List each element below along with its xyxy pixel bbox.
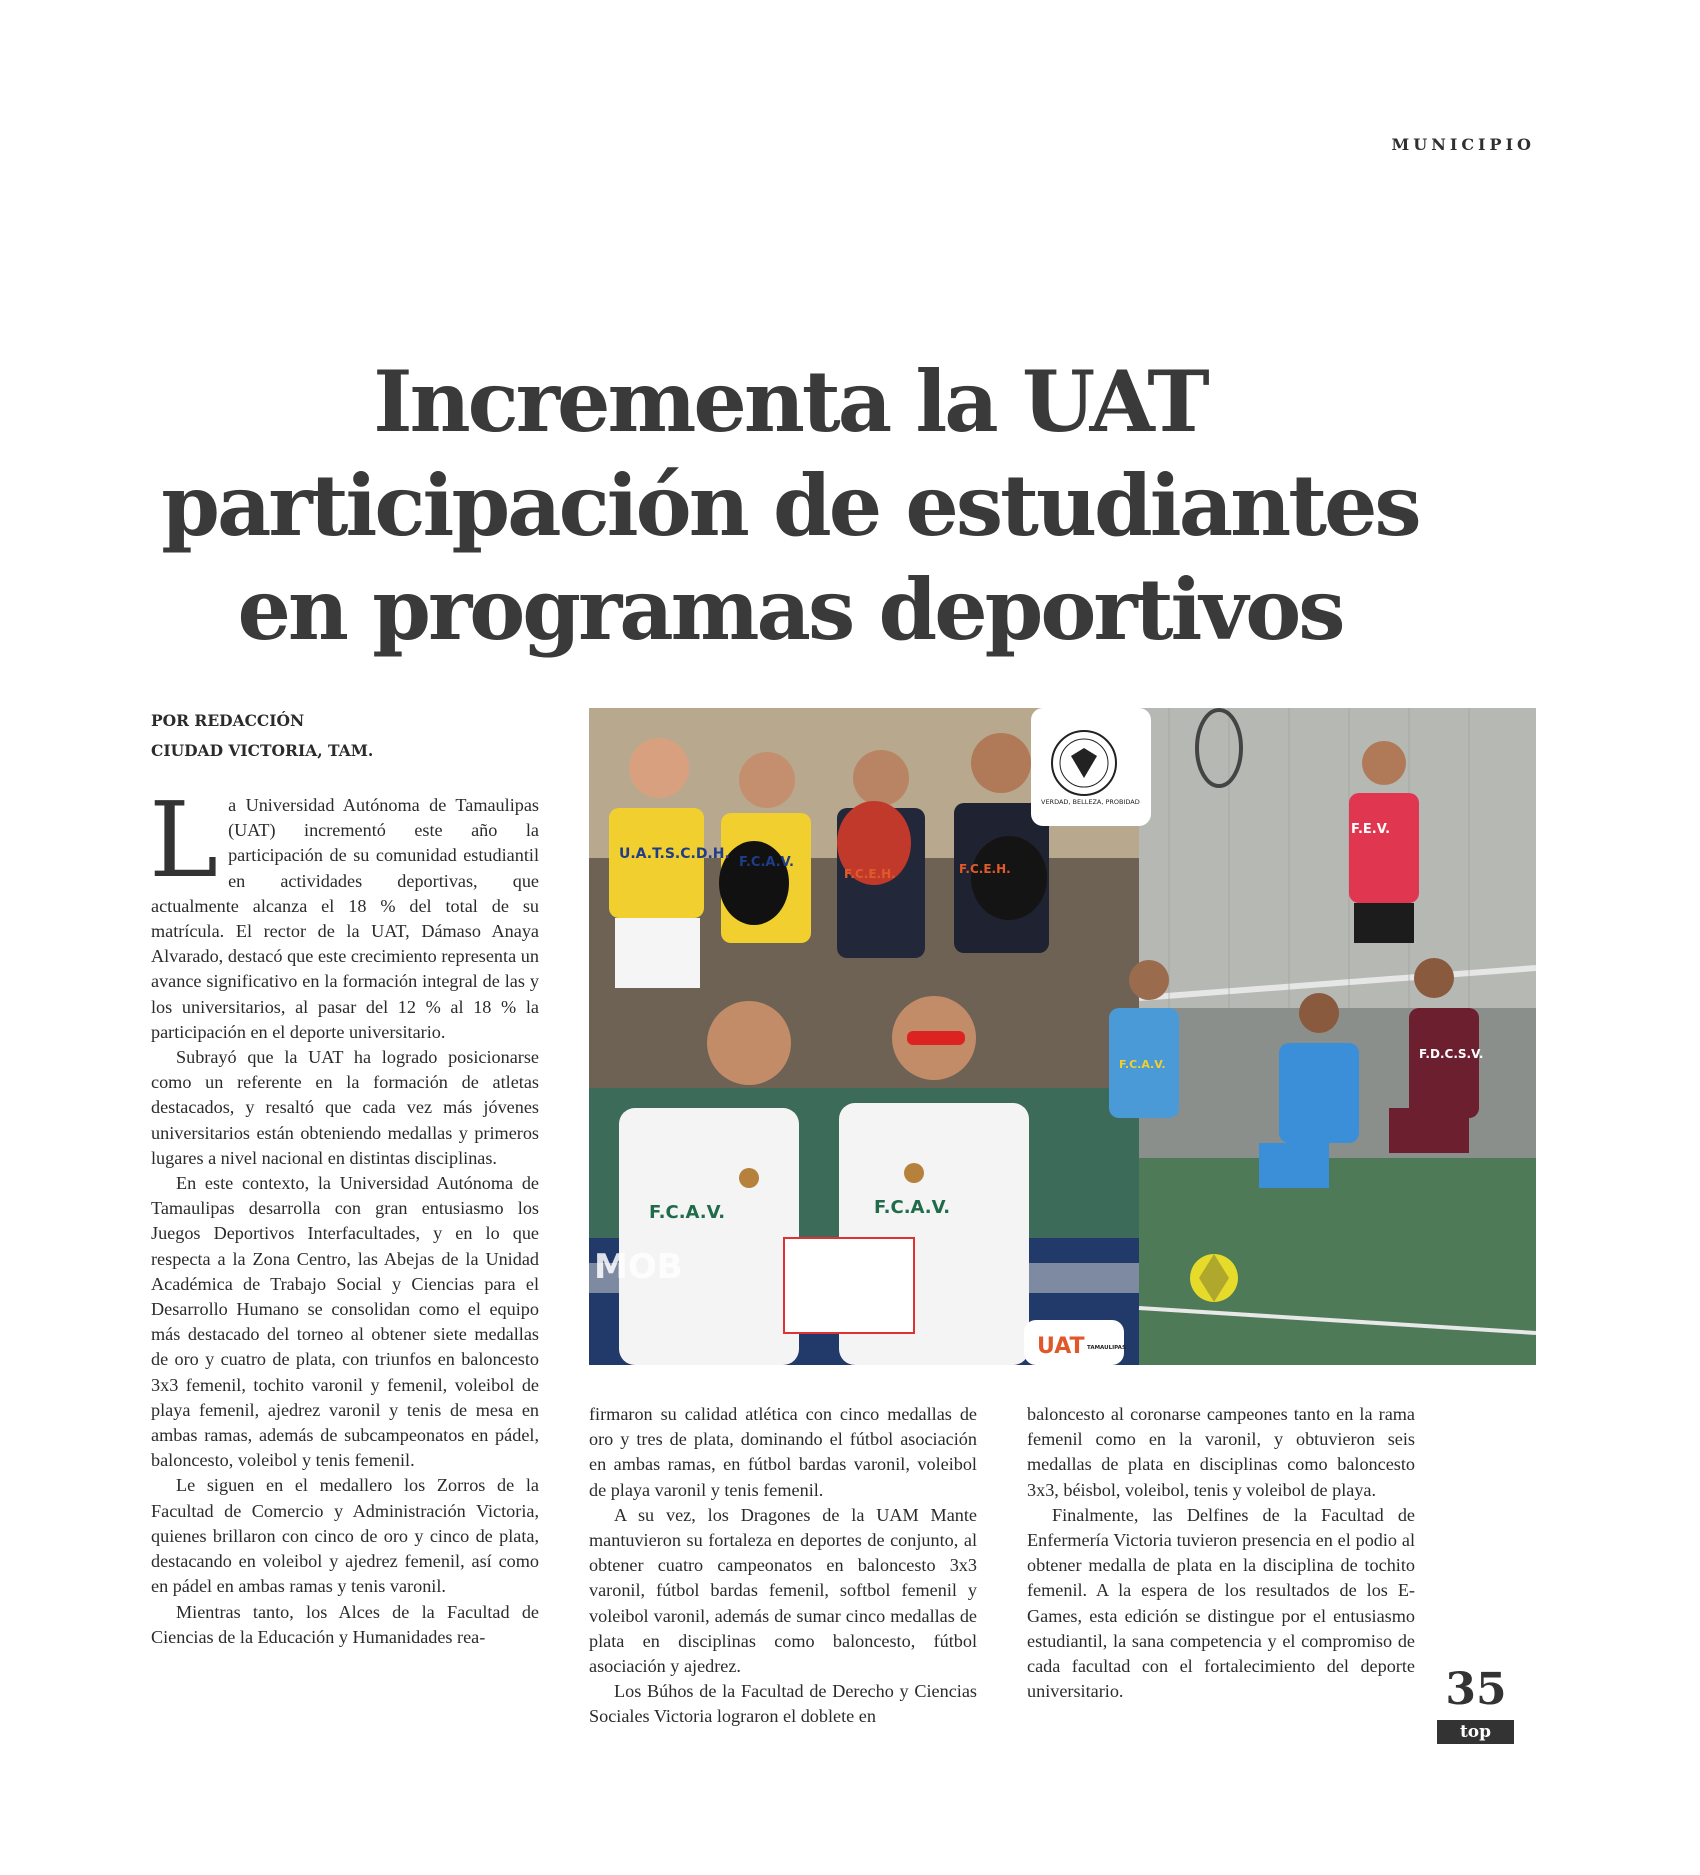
jersey-label: F.C.E.H. — [959, 862, 1011, 876]
article-paragraph: Le siguen en el medallero los Zorros de la Facultad de Comercio y Administración Victoria, quienes brillaron con cinco de oro y cinco de plata, destacando en voleibol y ajedrez femenil, así como en pádel en ambas ramas y tenis varonil. — [151, 1475, 539, 1597]
jersey-label: U.A.T.S.C.D.H. — [619, 846, 730, 862]
jersey-label: F.C.E.H. — [844, 867, 896, 881]
jersey-label: F.C.A.V. — [1119, 1058, 1166, 1071]
article-column-2 — [589, 1402, 977, 1730]
seal-motto: VERDAD, BELLEZA, PROBIDAD — [1041, 798, 1140, 806]
article-column-1 — [149, 779, 539, 1650]
byline — [151, 706, 541, 766]
byline-author: POR REDACCIÓN — [151, 711, 305, 730]
jersey-label: F.C.A.V. — [874, 1197, 951, 1218]
article-paragraph: firmaron su calidad atlética con cinco medallas de oro y tres de plata, dominando el fútbol asociación en ambas ramas, en fútbol bardas varonil, voleibol de playa varonil y tenis femenil. — [589, 1404, 977, 1500]
jersey-label: F.E.V. — [1351, 822, 1391, 837]
article-paragraph: Los Búhos de la Facultad de Derecho y Ciencias Sociales Victoria lograron el doblete en — [589, 1681, 977, 1727]
article-column-3 — [1027, 1402, 1415, 1704]
article-paragraph: En este contexto, la Universidad Autónoma de Tamaulipas desarrolla con gran entusiasmo los Juegos Deportivos Interfacultades, y en lo que respecta a la Zona Centro, las Abejas de la Unidad Académica de Trabajo Social y Ciencias para el Desarrollo Humano se consolidan como el equipo más destacado del torneo al obtener siete medallas de oro y cuatro de plata, con triunfos en baloncesto 3x3 femenil, tochito varonil y femenil, voleibol de playa femenil, ajedrez varonil y tenis de mesa en ambas ramas, además de subcampeonatos en pádel, baloncesto, voleibol y tenis femenil. — [151, 1173, 539, 1471]
article-paragraph: Finalmente, las Delfines de la Facultad de Enfermería Victoria tuvieron presencia en el podio al obtener medalla de plata en la disciplina de tochito femenil. A la espera de los resultados de los E-Games, esta edición se distingue por el entusiasmo estudiantil, la sana competencia y el compromiso de cada facultad con el fortalecimiento del deporte universitario. — [1027, 1504, 1415, 1702]
headline-line-1: Incrementa la UAT — [373, 352, 1207, 451]
article-paragraph-1-text: a Universidad Autónoma de Tamaulipas (UAT) incrementó este año la participación de su comunidad estudiantil en actividades deportivas, que actualmente alcanza el 18 % del total de su matrícula. El rector de la UAT, Dámaso Anaya Alvarado, destacó que este crecimiento representa un avance significativo en la formación integral de las y los universitarios, al pasar del 12 % al 18 % la participación en el deporte universitario. — [151, 795, 539, 1042]
jersey-label: F.D.C.S.V. — [1419, 1047, 1484, 1061]
article-paragraph: Subrayó que la UAT ha logrado posicionarse como un referente en la formación de atletas destacados, y resaltó que cada vez más jóvenes universitarios están obteniendo medallas y primeros lugares a nivel nacional en distintas disciplinas. — [151, 1047, 539, 1168]
headline-line-2: participación de estudiantes — [161, 456, 1419, 555]
headline-line-3: en programas deportivos — [237, 560, 1343, 659]
jersey-label: F.C.A.V. — [739, 855, 794, 870]
article-paragraph: Mientras tanto, los Alces de la Facultad de Ciencias de la Educación y Humanidades rea- — [151, 1601, 539, 1647]
uat-logo: UAT — [1037, 1334, 1085, 1359]
sports-photo-collage — [589, 708, 1536, 1365]
headline — [140, 350, 1440, 662]
byline-location: CIUDAD VICTORIA, TAM. — [151, 741, 374, 760]
article-paragraph: baloncesto al coronarse campeones tanto en la rama femenil como en la varonil, y obtuvieron seis medallas de plata en disciplinas como baloncesto 3x3, béisbol, voleibol, tenis y voleibol de playa. — [1027, 1404, 1415, 1500]
dropcap: L — [149, 779, 219, 901]
jersey-label: F.C.A.V. — [649, 1202, 726, 1223]
article-paragraph: A su vez, los Dragones de la UAM Mante mantuvieron su fortaleza en deportes de conjunto, al obtener cuatro campeonatos en baloncesto 3x3 varonil, fútbol bardas femenil, softbol femenil y voleibol varonil, además de sumar cinco medallas de plata en disciplinas como baloncesto, fútbol asociación y ajedrez. — [589, 1504, 977, 1677]
uat-logo-sub: TAMAULIPAS — [1087, 1345, 1126, 1351]
section-label: MUNICIPIO — [1391, 135, 1535, 154]
article-paragraph — [149, 779, 539, 1045]
magazine-tag: top — [1437, 1720, 1514, 1744]
page-number: 35 — [1445, 1664, 1507, 1715]
court-banner: MOB — [594, 1247, 683, 1287]
